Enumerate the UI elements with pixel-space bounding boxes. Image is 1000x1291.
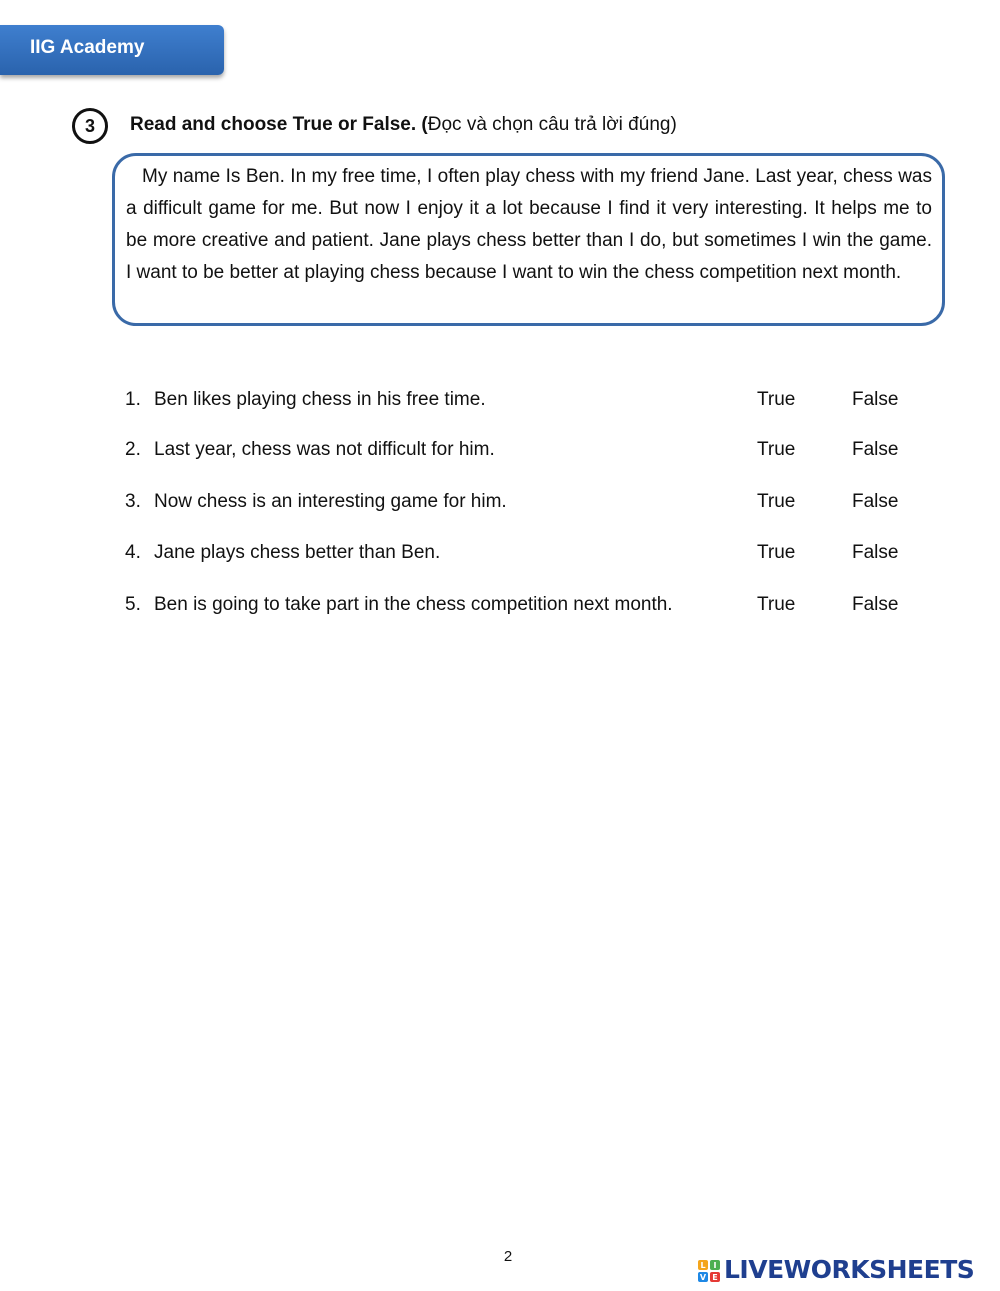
- true-option[interactable]: True: [757, 542, 796, 563]
- reading-passage-text: My name Is Ben. In my free time, I often play chess with my friend Jane. Last year, chess was a difficult game for me. But now I enjoy it a lot because I find it very interesting. It helps me to be more creative and patient. Jane plays chess better than I do, but sometimes I win the game. I want to be better at playing chess because I want to win the chess competition next month.: [126, 166, 932, 283]
- brand-wordmark: LIVEWORKSHEETS: [724, 1255, 975, 1284]
- question-number: 5.: [125, 594, 141, 615]
- svg-text:E: E: [712, 1273, 718, 1282]
- question-text: Ben is going to take part in the chess competition next month.: [154, 594, 673, 615]
- false-option[interactable]: False: [852, 491, 899, 512]
- question-number: 2.: [125, 439, 141, 460]
- exercise-number: 3: [84, 116, 95, 136]
- question-row-3: [125, 486, 925, 518]
- true-option[interactable]: True: [757, 439, 796, 460]
- svg-text:L: L: [700, 1261, 706, 1270]
- question-number: 4.: [125, 542, 141, 563]
- svg-text:I: I: [713, 1261, 717, 1270]
- question-row-4: [125, 537, 925, 569]
- exercise-number-badge: [72, 108, 108, 144]
- false-option[interactable]: False: [852, 439, 899, 460]
- false-option[interactable]: False: [852, 542, 899, 563]
- svg-text:V: V: [699, 1273, 707, 1282]
- true-option[interactable]: True: [757, 594, 796, 615]
- question-number: 1.: [125, 389, 141, 410]
- question-row-5: [125, 589, 925, 621]
- academy-header-tab: [0, 25, 224, 75]
- false-option[interactable]: False: [852, 594, 899, 615]
- liveworksheets-logo-icon: [697, 1259, 723, 1283]
- true-option[interactable]: True: [757, 491, 796, 512]
- question-row-1: [125, 384, 925, 416]
- question-text: Jane plays chess better than Ben.: [154, 542, 441, 563]
- reading-passage-box: [112, 153, 945, 326]
- question-number: 3.: [125, 491, 141, 512]
- page-number: 2: [503, 1248, 513, 1265]
- true-option[interactable]: True: [757, 389, 796, 410]
- question-text: Ben likes playing chess in his free time.: [154, 389, 486, 410]
- exercise-instruction: [130, 114, 677, 136]
- question-text: Last year, chess was not difficult for him.: [154, 439, 495, 460]
- question-row-2: [125, 434, 925, 466]
- instruction-translation: Đọc và chọn câu trả lời đúng): [427, 114, 677, 135]
- instruction-bold: Read and choose True or False. (: [130, 114, 428, 135]
- false-option[interactable]: False: [852, 389, 899, 410]
- academy-label: IIG Academy: [30, 37, 145, 58]
- question-text: Now chess is an interesting game for him.: [154, 491, 507, 512]
